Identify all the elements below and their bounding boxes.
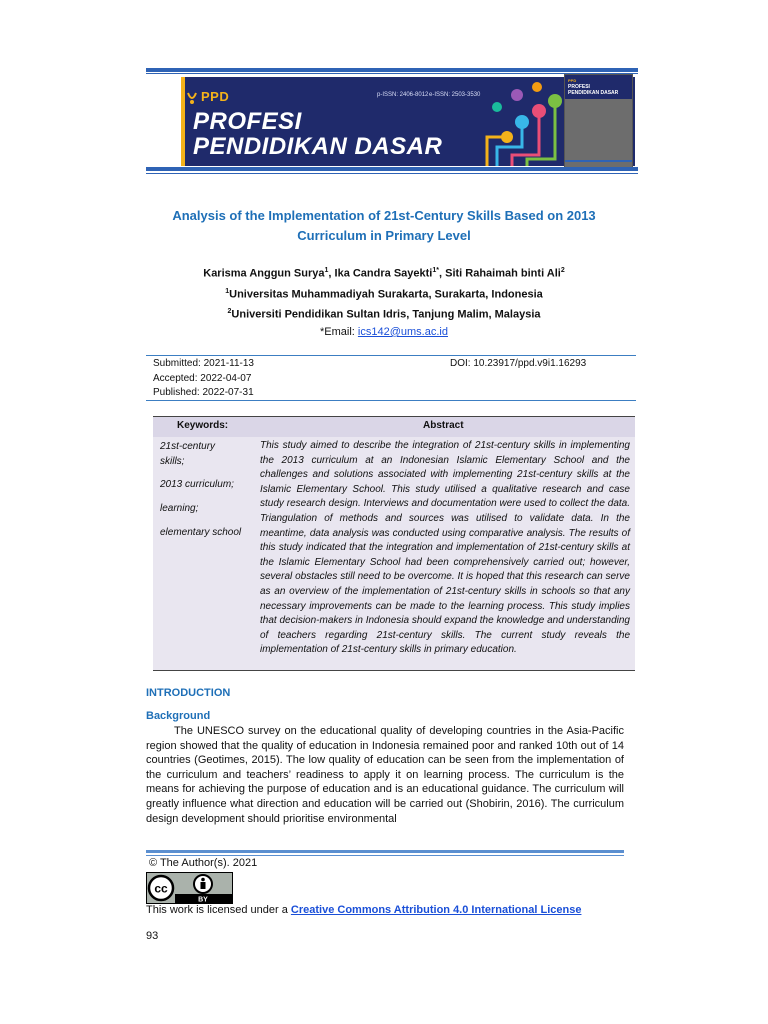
article-title [140,206,628,246]
affiliation-2: $^2$Universiti Pendidikan Sultan Idris, Tanjung Malim, Malaysia [227,308,541,321]
keyword-item: learning; [160,503,199,514]
dates-rule-top [146,355,636,356]
p-issn: p-ISSN: 2406-8012 [377,92,429,98]
section-heading-introduction: INTRODUCTION [146,687,231,699]
author-block [140,262,628,341]
published-date: Published: 2022-07-31 [153,387,254,398]
svg-text:BY: BY [198,896,208,903]
footer-rule-thin [146,855,624,856]
license-statement: This work is licensed under a Creative Commons Attribution 4.0 International License [146,904,582,916]
keyword-item: elementary school [160,527,242,538]
submitted-date: Submitted: 2021-11-13 [153,358,254,369]
education-network-icon [477,77,567,166]
accepted-date: Accepted: 2022-04-07 [153,373,252,384]
article-title-line1: Analysis of the Implementation of 21st-Century Skills Based on 2013 [172,208,596,223]
cc-by-badge-icon [147,873,232,903]
e-issn: e-ISSN: 2503-3530 [429,92,481,98]
footer-rule [146,850,624,853]
keyword-item: 21st-century [160,441,216,452]
intro-paragraph: The UNESCO survey on the educational quality of developing countries in the Asia-Pacific region showed that the quality of education in Indonesia remained poor and ranked 10th out of 14 countries (Geotimes, 2015). The low quality of education can be seen from the implementation of the curriculum and teachers’ readiness to apply it on learning process. The curriculum is the means for achieving the purpose of education and is an educational guidance. The curriculum will greatly influence what direction and education will be carried out (Shobirin, 2016). The curriculum design development should prioritise environmental [146,725,624,825]
copyright: © The Author(s). 2021 [149,857,258,869]
ppd-logo-icon [186,91,198,105]
journal-title-line1: PROFESI [193,108,302,135]
license-link[interactable]: Creative Commons Attribution 4.0 International License [290,904,582,916]
email-link[interactable]: ics142@ums.ac.id [357,325,448,338]
header-rule-top [146,68,638,72]
doi: DOI: 10.23917/ppd.v9i1.16293 [450,358,587,369]
abstract-header: Abstract [423,420,464,431]
affiliation-1: $^1$Universitas Muhammadiyah Surakarta, Surakarta, Indonesia [225,287,543,301]
author-list: Karisma Anggun Surya$^1$, Ika Candra Sayekti$^{1*}$, Siti Rahaimah binti Ali$^2$ [203,267,565,280]
keyword-item: skills; [160,456,185,467]
abstract-table-header [153,416,635,438]
author-name: Karisma Anggun Surya [203,267,325,280]
article-title-line2: Curriculum in Primary Level [297,228,471,243]
header-rule-bottom [146,167,638,171]
dates-rule-bottom [146,400,636,401]
svg-text:cc: cc [154,881,168,896]
author-name: Siti Rahaimah binti Ali [445,267,561,280]
author-name: Ika Candra Sayekti [334,267,433,280]
keyword-item: 2013 curriculum; [160,479,234,490]
journal-logo: PPD [201,89,230,104]
cover-title-line1: PROFESI [568,84,590,90]
journal-title-line2: PENDIDIKAN DASAR [193,133,443,160]
abstract-table-body [153,437,635,671]
keywords-header: Keywords: [177,420,229,431]
abstract-text: This study aimed to describe the integration of 21st-century skills in implementing the 2013 curriculum at an Indonesian Islamic Elementary School and the challenges and solutions associated with implementing 21st-century skills at the Islamic Elementary School. This study utilised a qualitative research and case study research design. Interviews and documentation were used to collect the data. Triangulation of methods and sources was utilised to validate data. In the meantime, data analysis was conducted using comparative analysis. The results of this study indicated that the integration and implementation of 21st-century skills at the Islamic Elementary School had been comprehensively carried out; however, several obstacles still need to be overcome. It is hoped that this research can serve as an overview of the implementation of 21st-century skills in schools so that any necessary improvements can be made to the learning process. This study implies that decision-makers in Indonesia should expand the knowledge and understanding of teachers regarding 21st-century skills. The current study reveals the implementation of 21st-century skills in primary education. [260,440,630,656]
cc-by-license-icon [146,872,233,904]
corresponding-email: *Email: ics142@ums.ac.id [320,325,448,338]
cover-logo: PPD [568,78,577,83]
page-number: 93 [146,930,159,942]
cover-title-line2: PENDIDIKAN DASAR [568,90,619,96]
journal-cover-thumbnail [564,74,633,168]
header-rule-bottom-thin [146,173,638,174]
subsection-heading-background: Background [146,710,211,722]
